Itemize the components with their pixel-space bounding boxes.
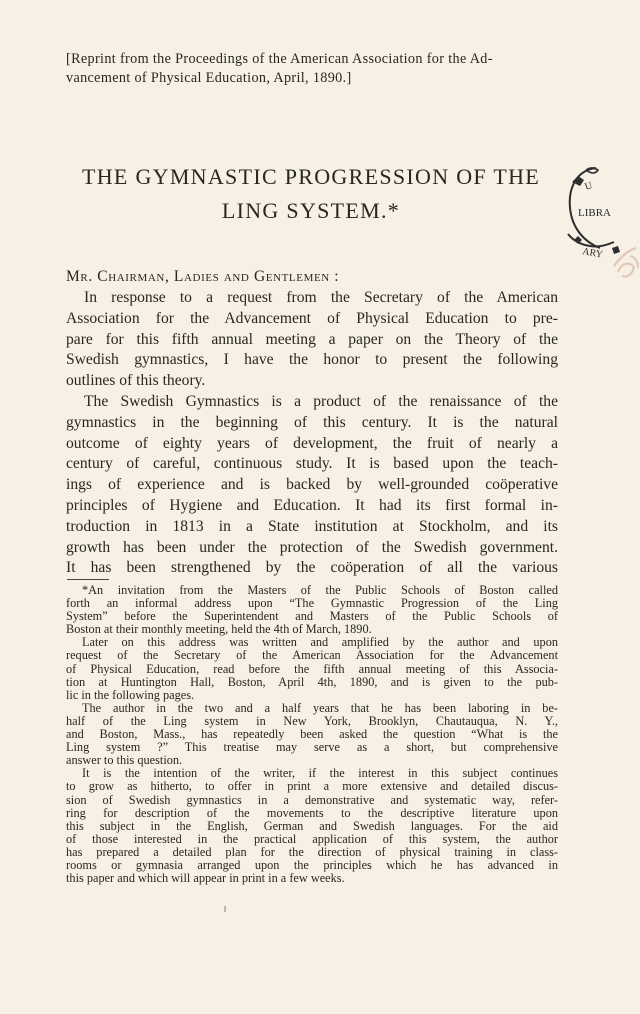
footnote-line: Ling system ?” This treatise may serve as a short, but comprehensive (66, 740, 558, 755)
footnote-line: ring for description of the movements to the descriptive literature upon (66, 805, 558, 820)
footnote-line: lic in the following pages. (66, 687, 195, 702)
print-speck (224, 906, 226, 912)
svg-text:LIBRA: LIBRA (578, 207, 611, 219)
footnote-line: sion of Swedish gymnastics in a demonstrative and systematic way, refer- (66, 792, 558, 807)
text-line: gymnastics in the beginning of this century. It is the natural (66, 413, 558, 431)
footnote-line: answer to this question. (66, 753, 183, 768)
footnote-line: Boston at their monthly meeting, held the 4th of March, 1890. (66, 622, 372, 637)
footnote-line: rooms or gymnasia arranged upon the principles which he has advanced in (66, 857, 558, 872)
text-line: It has been strengthened by the coöperation of all the various (66, 559, 558, 577)
footnote-line: of those interested in the practical application of this system, the author (66, 831, 558, 846)
library-stamp (556, 156, 640, 286)
text-line: pare for this fifth annual meeting a paper on the Theory of the (66, 330, 558, 348)
footnote-line: Later on this address was written and amplified by the author and upon (82, 635, 558, 650)
footnote-line: to grow as hitherto, to offer in print a more extensive and detailed discus- (66, 779, 558, 794)
text-line: outcome of eighty years of development, the fruit of nearly a (66, 434, 558, 452)
footnote-line: and Boston, Mass., has repeatedly been asked the question “What is the (66, 727, 558, 742)
footnote-line: The author in the two and a half years that he has been laboring in be- (82, 700, 558, 715)
footnote-line: this subject in the English, German and Swedish languages. For the aid (66, 818, 558, 833)
text-line: century of careful, continuous study. It is based upon the teach- (66, 455, 558, 473)
footnote-line: forth an informal address upon “The Gymnastic Progression of the Ling (66, 596, 558, 611)
footnote-paragraph (66, 702, 558, 767)
body-paragraph (66, 288, 558, 392)
body-paragraph (66, 392, 558, 579)
reprint-notice (66, 50, 558, 88)
footnote-line: System” before the Superintendent and Masters of the Public Schools of (66, 609, 558, 624)
text-line: The Swedish Gymnastics is a product of the renaissance of the (84, 392, 558, 410)
body-text (66, 288, 558, 579)
footnote-line: this paper and which will appear in print in a few weeks. (66, 871, 345, 886)
text-line: outlines of this theory. (66, 372, 206, 390)
text-line: In response to a request from the Secretary of the American (84, 289, 558, 306)
text-line: Swedish gymnastics, I have the honor to present the following (66, 351, 558, 369)
footnote-paragraph (66, 636, 558, 701)
footnote-line: *An invitation from the Masters of the Public Schools of Boston called (82, 583, 558, 597)
text-line: ings of experience and is backed by well-grounded coöperative (66, 476, 558, 494)
salutation: Mr. Chairman, Ladies and Gentlemen : (66, 268, 340, 285)
footnotes (66, 584, 558, 885)
footnote-paragraph (66, 584, 558, 636)
reprint-line: [Reprint from the Proceedings of the American Association for the Ad- (66, 51, 493, 67)
reprint-line: vancement of Physical Education, April, 1890.] (66, 70, 352, 86)
text-line: Association for the Advancement of Physical Education to pre- (66, 309, 558, 327)
footnote-line: tion at Huntington Hall, Boston, April 4th, 1890, and is given to the pub- (66, 674, 558, 689)
footnote-divider (67, 579, 109, 580)
svg-text:ARY: ARY (581, 246, 604, 261)
footnote-line: half of the Ling system in New York, Brooklyn, Chautauqua, N. Y., (66, 713, 558, 728)
footnote-line: has prepared a detailed plan for the direction of physical training in class- (66, 844, 558, 859)
document-title (66, 160, 556, 228)
text-line: principles of Hygiene and Education. It had its first formal in- (66, 496, 558, 514)
text-line: troduction in 1813 in a State institution at Stockholm, and its (66, 517, 558, 535)
footnote-line: request of the Secretary of the American Association for the Advancement (66, 648, 558, 663)
footnote-paragraph (66, 767, 558, 885)
footnote-line: of Physical Education, read before the fifth annual meeting of this Associa- (66, 661, 558, 676)
title-line: LING SYSTEM.* (221, 198, 401, 223)
title-line: THE GYMNASTIC PROGRESSION OF THE (81, 164, 540, 189)
text-line: growth has been under the protection of the Swedish government. (66, 538, 558, 556)
footnote-line: It is the intention of the writer, if the interest in this subject continues (82, 766, 558, 781)
svg-text:U: U (583, 180, 594, 193)
